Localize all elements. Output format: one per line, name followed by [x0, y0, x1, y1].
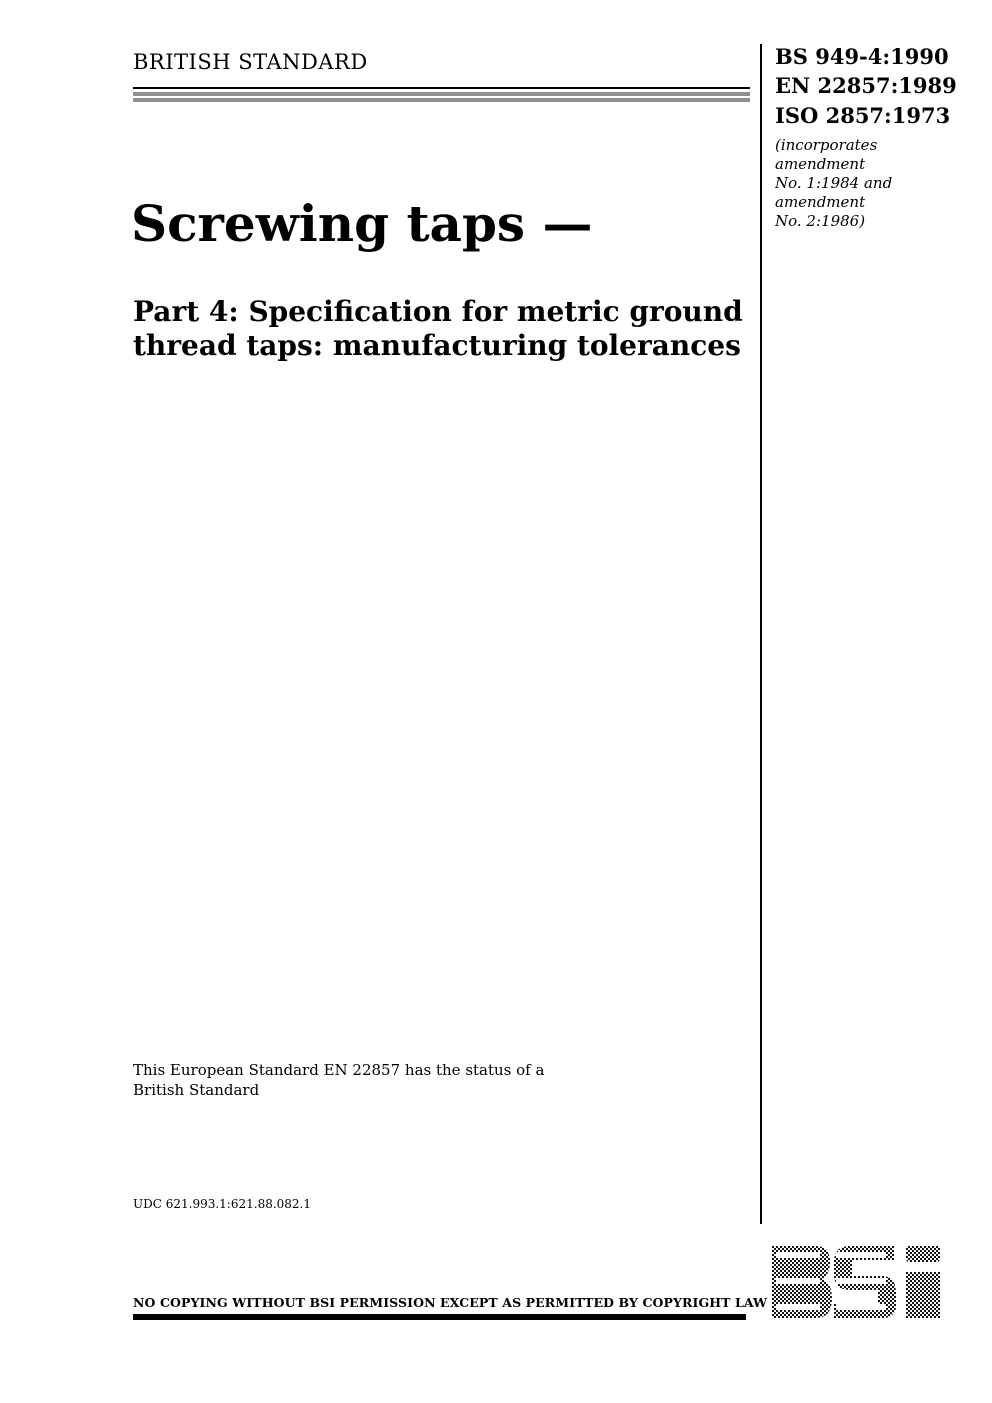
- page-subtitle: Part 4: Specification for metric ground thread taps: manufacturing tolerances: [133, 295, 743, 362]
- standard-number-bs: BS 949-4:1990: [775, 44, 949, 69]
- page-title: Screwing taps —: [131, 194, 593, 253]
- copyright-notice: NO COPYING WITHOUT BSI PERMISSION EXCEPT AS PERMITTED BY COPYRIGHT LAW: [133, 1295, 768, 1310]
- header-rule: [133, 87, 750, 89]
- header-label: BRITISH STANDARD: [133, 50, 368, 74]
- footer-rule: [133, 1314, 746, 1320]
- udc-code: UDC 621.993.1:621.88.082.1: [133, 1197, 312, 1211]
- bsi-logo-letters: [772, 1246, 940, 1318]
- status-text: This European Standard EN 22857 has the status of a British Standard: [133, 1061, 545, 1099]
- header-rule-grey-1: [133, 92, 750, 96]
- bsi-logo-icon: [770, 1244, 946, 1320]
- amendment-note: (incorporates amendment No. 1:1984 and amendment No. 2:1986): [775, 136, 893, 230]
- standard-number-iso: ISO 2857:1973: [775, 103, 951, 128]
- vertical-divider: [760, 44, 762, 1224]
- header-rule-grey-2: [133, 98, 750, 102]
- standard-number-en: EN 22857:1989: [775, 73, 957, 98]
- bsi-logo: [770, 1244, 946, 1320]
